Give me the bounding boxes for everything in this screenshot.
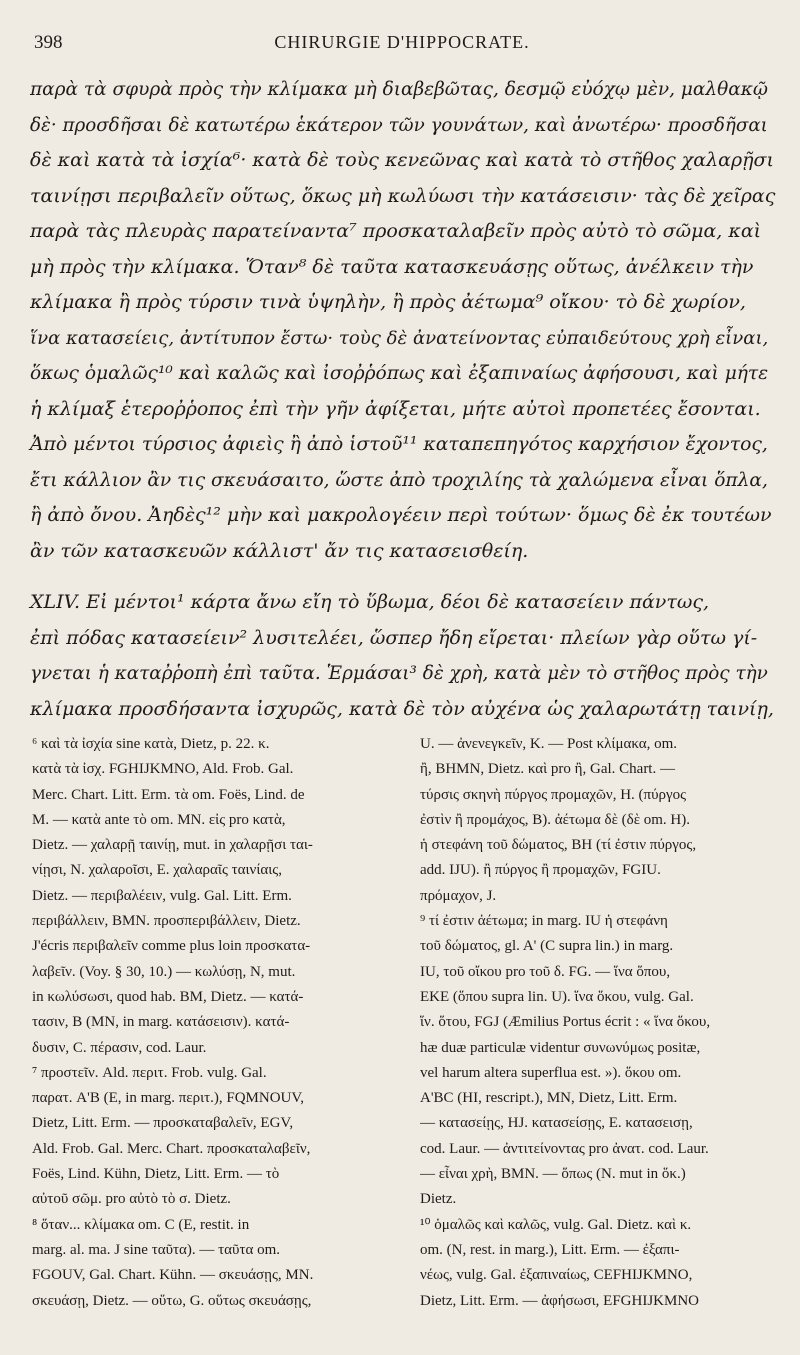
footnote-line: hæ duæ particulæ videntur συνωνύμως positæ, <box>420 1039 701 1056</box>
footnote-line: λαβεῖν. (Voy. § 30, 10.) — κωλύσῃ, N, mut. <box>32 963 296 980</box>
footnotes-right-column <box>420 732 780 1314</box>
footnote-line: αὐτοῦ σῶμ. pro αὐτὸ τὸ σ. Dietz. <box>32 1191 231 1208</box>
page-header <box>34 32 770 54</box>
footnote-line: FGOUV, Gal. Chart. Kühn. — σκευάσῃς, MN. <box>32 1267 314 1284</box>
footnote-line: — κατασείῃς, HJ. κατασείσῃς, E. κατασεισῃ, <box>420 1115 693 1132</box>
text-line: ἐπὶ πόδας κατασείειν² λυσιτελέει, ὥσπερ ἤδη εἴρεται· πλείων γὰρ οὕτω γί- <box>30 626 758 649</box>
footnote-line: ἵν. ὅτου, FGJ (Æmilius Portus écrit : « ἵνα ὅκου, <box>420 1014 711 1031</box>
text-line: δὲ καὶ κατὰ τὰ ἰσχία⁶· κατὰ δὲ τοὺς κενεῶνας καὶ κατὰ τὸ στῆθος χαλαρῇσι <box>30 149 774 171</box>
running-title: CHIRURGIE D'HIPPOCRATE. <box>274 32 530 52</box>
text-line: γνεται ἡ καταῤῥοπὴ ἐπὶ ταῦτα. Ἑρμάσαι³ δὲ χρὴ, κατὰ μὲν τὸ στῆθος πρὸς τὴν <box>30 663 768 684</box>
footnote-line: παρατ. A'B (E, in marg. περιτ.), FQMNOUV, <box>32 1090 305 1107</box>
footnote-line: Dietz. — χαλαρῇ ταινίῃ, mut. in χαλαρῇσι ται- <box>32 837 313 854</box>
text-line: XLIV. Εἰ μέντοι¹ κάρτα ἄνω εἴη τὸ ὕβωμα, δέοι δὲ κατασείειν πάντως, <box>30 591 710 613</box>
footnote-line: νέως, vulg. Gal. ἐξαπιναίως, CEFHIJKMNO, <box>420 1267 693 1284</box>
footnote-line: τοῦ δώματος, gl. A' (C supra lin.) in marg. <box>420 938 674 955</box>
footnote-line: πρόμαχον, J. <box>420 887 497 904</box>
footnote-line: om. (N, rest. in marg.), Litt. Erm. — ἐξαπι- <box>420 1241 680 1258</box>
footnote-line: add. IJU). ἢ πύργος ἢ προμαχῶν, FGIU. <box>420 862 661 879</box>
footnote-line: Dietz, Litt. Erm. — ἀφήσωσι, EFGHIJKMNO <box>420 1292 700 1309</box>
footnote-line: κατὰ τὰ ἰσχ. FGHIJKMNO, Ald. Frob. Gal. <box>32 761 294 778</box>
text-line: ἡ κλίμαξ ἑτεροῤῥοπος ἐπὶ τὴν γῆν ἀφίξεται, μήτε αὐτοὶ προπετέες ἔσονται. <box>30 397 761 420</box>
footnote-line: M. — κατὰ ante τὸ om. MN. εἰς pro κατὰ, <box>32 811 286 828</box>
footnote-line: — εἶναι χρὴ, BMN. — ὅπως (N. mut in ὅκ.) <box>420 1166 686 1183</box>
footnote-line: σκευάσῃ, Dietz. — οὕτω, G. οὕτως σκευάσῃς, <box>32 1292 312 1309</box>
text-line: κλίμακα ἢ πρὸς τύρσιν τινὰ ὑψηλὴν, ἢ πρὸς ἀέτωμα⁹ οἴκου· τὸ δὲ χωρίον, <box>30 291 746 313</box>
text-line: ἢ ἀπὸ ὄνου. Ἀηδὲς¹² μὴν καὶ μακρολογέειν περὶ τούτων· ὅμως δὲ ἐκ τουτέων <box>30 504 772 526</box>
footnote-line: vel harum altera superflua est. »). ὅκου om. <box>420 1064 682 1081</box>
footnote-line: ἐστὶν ἢ προμάχος, B). ἀέτωμα δὲ (δὲ om. H). <box>420 811 690 828</box>
footnote-line: ⁷ προστεῖν. Ald. περιτ. Frob. vulg. Gal. <box>32 1064 267 1081</box>
text-line: παρὰ τὰ σφυρὰ πρὸς τὴν κλίμακα μὴ διαβεβῶτας, δεσμῷ εὐόχῳ μὲν, μαλθακῷ <box>30 79 768 100</box>
text-line: ἂν τῶν κατασκευῶν κάλλιστ' ἄν τις κατασεισθείη. <box>30 539 529 562</box>
footnote-line: U. — ἀνενεγκεῖν, K. — Post κλίμακα, om. <box>420 736 678 752</box>
text-line: Ἀπὸ μέντοι τύρσιος ἀφιεὶς ἢ ἀπὸ ἱστοῦ¹¹ καταπεπηγότος καρχήσιον ἔχοντος, <box>30 434 768 455</box>
footnote-line: cod. Laur. — ἀντιτείνοντας pro ἀνατ. cod. Laur. <box>420 1140 709 1157</box>
footnote-line: ⁸ ὅταν... κλίμακα om. C (E, restit. in <box>32 1216 250 1233</box>
footnote-line: ¹⁰ ὁμαλῶς καὶ καλῶς, vulg. Gal. Dietz. καὶ κ. <box>420 1216 692 1233</box>
footnote-line: Foës, Lind. Kühn, Dietz, Litt. Erm. — τὸ <box>32 1166 280 1183</box>
footnote-line: περιβάλλειν, BMN. προσπεριβάλλειν, Dietz. <box>32 913 301 930</box>
footnote-line: τύρσις σκηνὴ πύργος προμαχῶν, H. (πύργος <box>420 786 687 803</box>
footnote-line: marg. al. ma. J sine ταῦτα). — ταῦτα om. <box>32 1241 281 1258</box>
page-number: 398 <box>34 32 63 53</box>
footnote-line: EKE (ὅπου supra lin. U). ἵνα ὅκου, vulg. Gal. <box>420 988 694 1005</box>
text-line: μὴ πρὸς τὴν κλίμακα. Ὅταν⁸ δὲ ταῦτα κατασκευάσῃς οὕτως, ἀνέλκειν τὴν <box>30 255 754 278</box>
text-line: κλίμακα προσδήσαντα ἰσχυρῶς, κατὰ δὲ τὸν αὐχένα ὡς χαλαρωτάτῃ ταινίῃ, <box>30 697 774 720</box>
footnotes-left-column <box>32 732 400 1314</box>
footnote-line: in κωλύσωσι, quod hab. BM, Dietz. — κατά- <box>32 988 304 1005</box>
footnote-line: ἡ στεφάνη τοῦ δώματος, BH (τί ἐστιν πύργος, <box>420 837 697 854</box>
footnote-line: ⁹ τί ἐστιν ἀέτωμα; in marg. IU ἡ στεφάνη <box>420 913 668 930</box>
footnote-line: νίῃσι, N. χαλαροῖσι, E. χαλαραῖς ταινίαις, <box>32 862 282 879</box>
text-line: ἵνα κατασείεις, ἀντίτυπον ἔστω· τοὺς δὲ ἀνατείνοντας εὐπαιδεύτους χρὴ εἶναι, <box>30 327 769 349</box>
text-line: παρὰ τὰς πλευρὰς παρατείναντα⁷ προσκαταλαβεῖν πρὸς αὐτὸ τὸ σῶμα, καὶ <box>30 220 762 242</box>
main-greek-text <box>30 72 776 727</box>
footnote-line: Merc. Chart. Litt. Erm. τὰ om. Foës, Lind. de <box>32 786 305 803</box>
paragraph-chapter-end <box>30 72 776 569</box>
footnote-line: τασιν, B (MN, in marg. κατάσεισιν). κατά- <box>32 1014 290 1031</box>
footnote-line: Dietz. <box>420 1191 457 1208</box>
text-line: ἔτι κάλλιον ἂν τις σκευάσαιτο, ὥστε ἀπὸ τροχιλίης τὰ χαλώμενα εἶναι ὅπλα, <box>30 469 768 491</box>
footnote-line: Dietz, Litt. Erm. — προσκαταβαλεῖν, EGV, <box>32 1115 294 1132</box>
text-line: δὲ· προσδῆσαι δὲ κατωτέρω ἑκάτερον τῶν γουνάτων, καὶ ἀνωτέρω· προσδῆσαι <box>30 114 768 136</box>
footnote-line: IU, τοῦ οἴκου pro τοῦ δ. FG. — ἵνα ὅπου, <box>420 963 671 980</box>
footnote-line: ⁶ καὶ τὰ ἰσχία sine κατὰ, Dietz, p. 22. κ. <box>32 736 270 752</box>
footnote-line: Ald. Frob. Gal. Merc. Chart. προσκαταλαβεῖν, <box>32 1140 311 1157</box>
footnote-line: ἢ, BHMN, Dietz. καὶ pro ἢ, Gal. Chart. — <box>420 761 675 778</box>
footnote-line: J'écris περιβαλεῖν comme plus loin προσκατα- <box>32 938 311 955</box>
text-line: ὅκως ὁμαλῶς¹⁰ καὶ καλῶς καὶ ἰσοῤῥόπως καὶ ἐξαπιναίως ἀφήσουσι, καὶ μήτε <box>30 363 769 384</box>
footnote-line: δυσιν, C. πέρασιν, cod. Laur. <box>32 1039 207 1056</box>
text-line: ταινίῃσι περιβαλεῖν οὕτως, ὅκως μὴ κωλύωσι τὴν κατάσεισιν· τὰς δὲ χεῖρας <box>30 184 776 207</box>
paragraph-section-xliv <box>30 585 776 727</box>
footnote-line: A'BC (HI, rescript.), MN, Dietz, Litt. Erm. <box>420 1090 678 1107</box>
footnote-line: Dietz. — περιβαλέειν, vulg. Gal. Litt. Erm. <box>32 887 292 904</box>
